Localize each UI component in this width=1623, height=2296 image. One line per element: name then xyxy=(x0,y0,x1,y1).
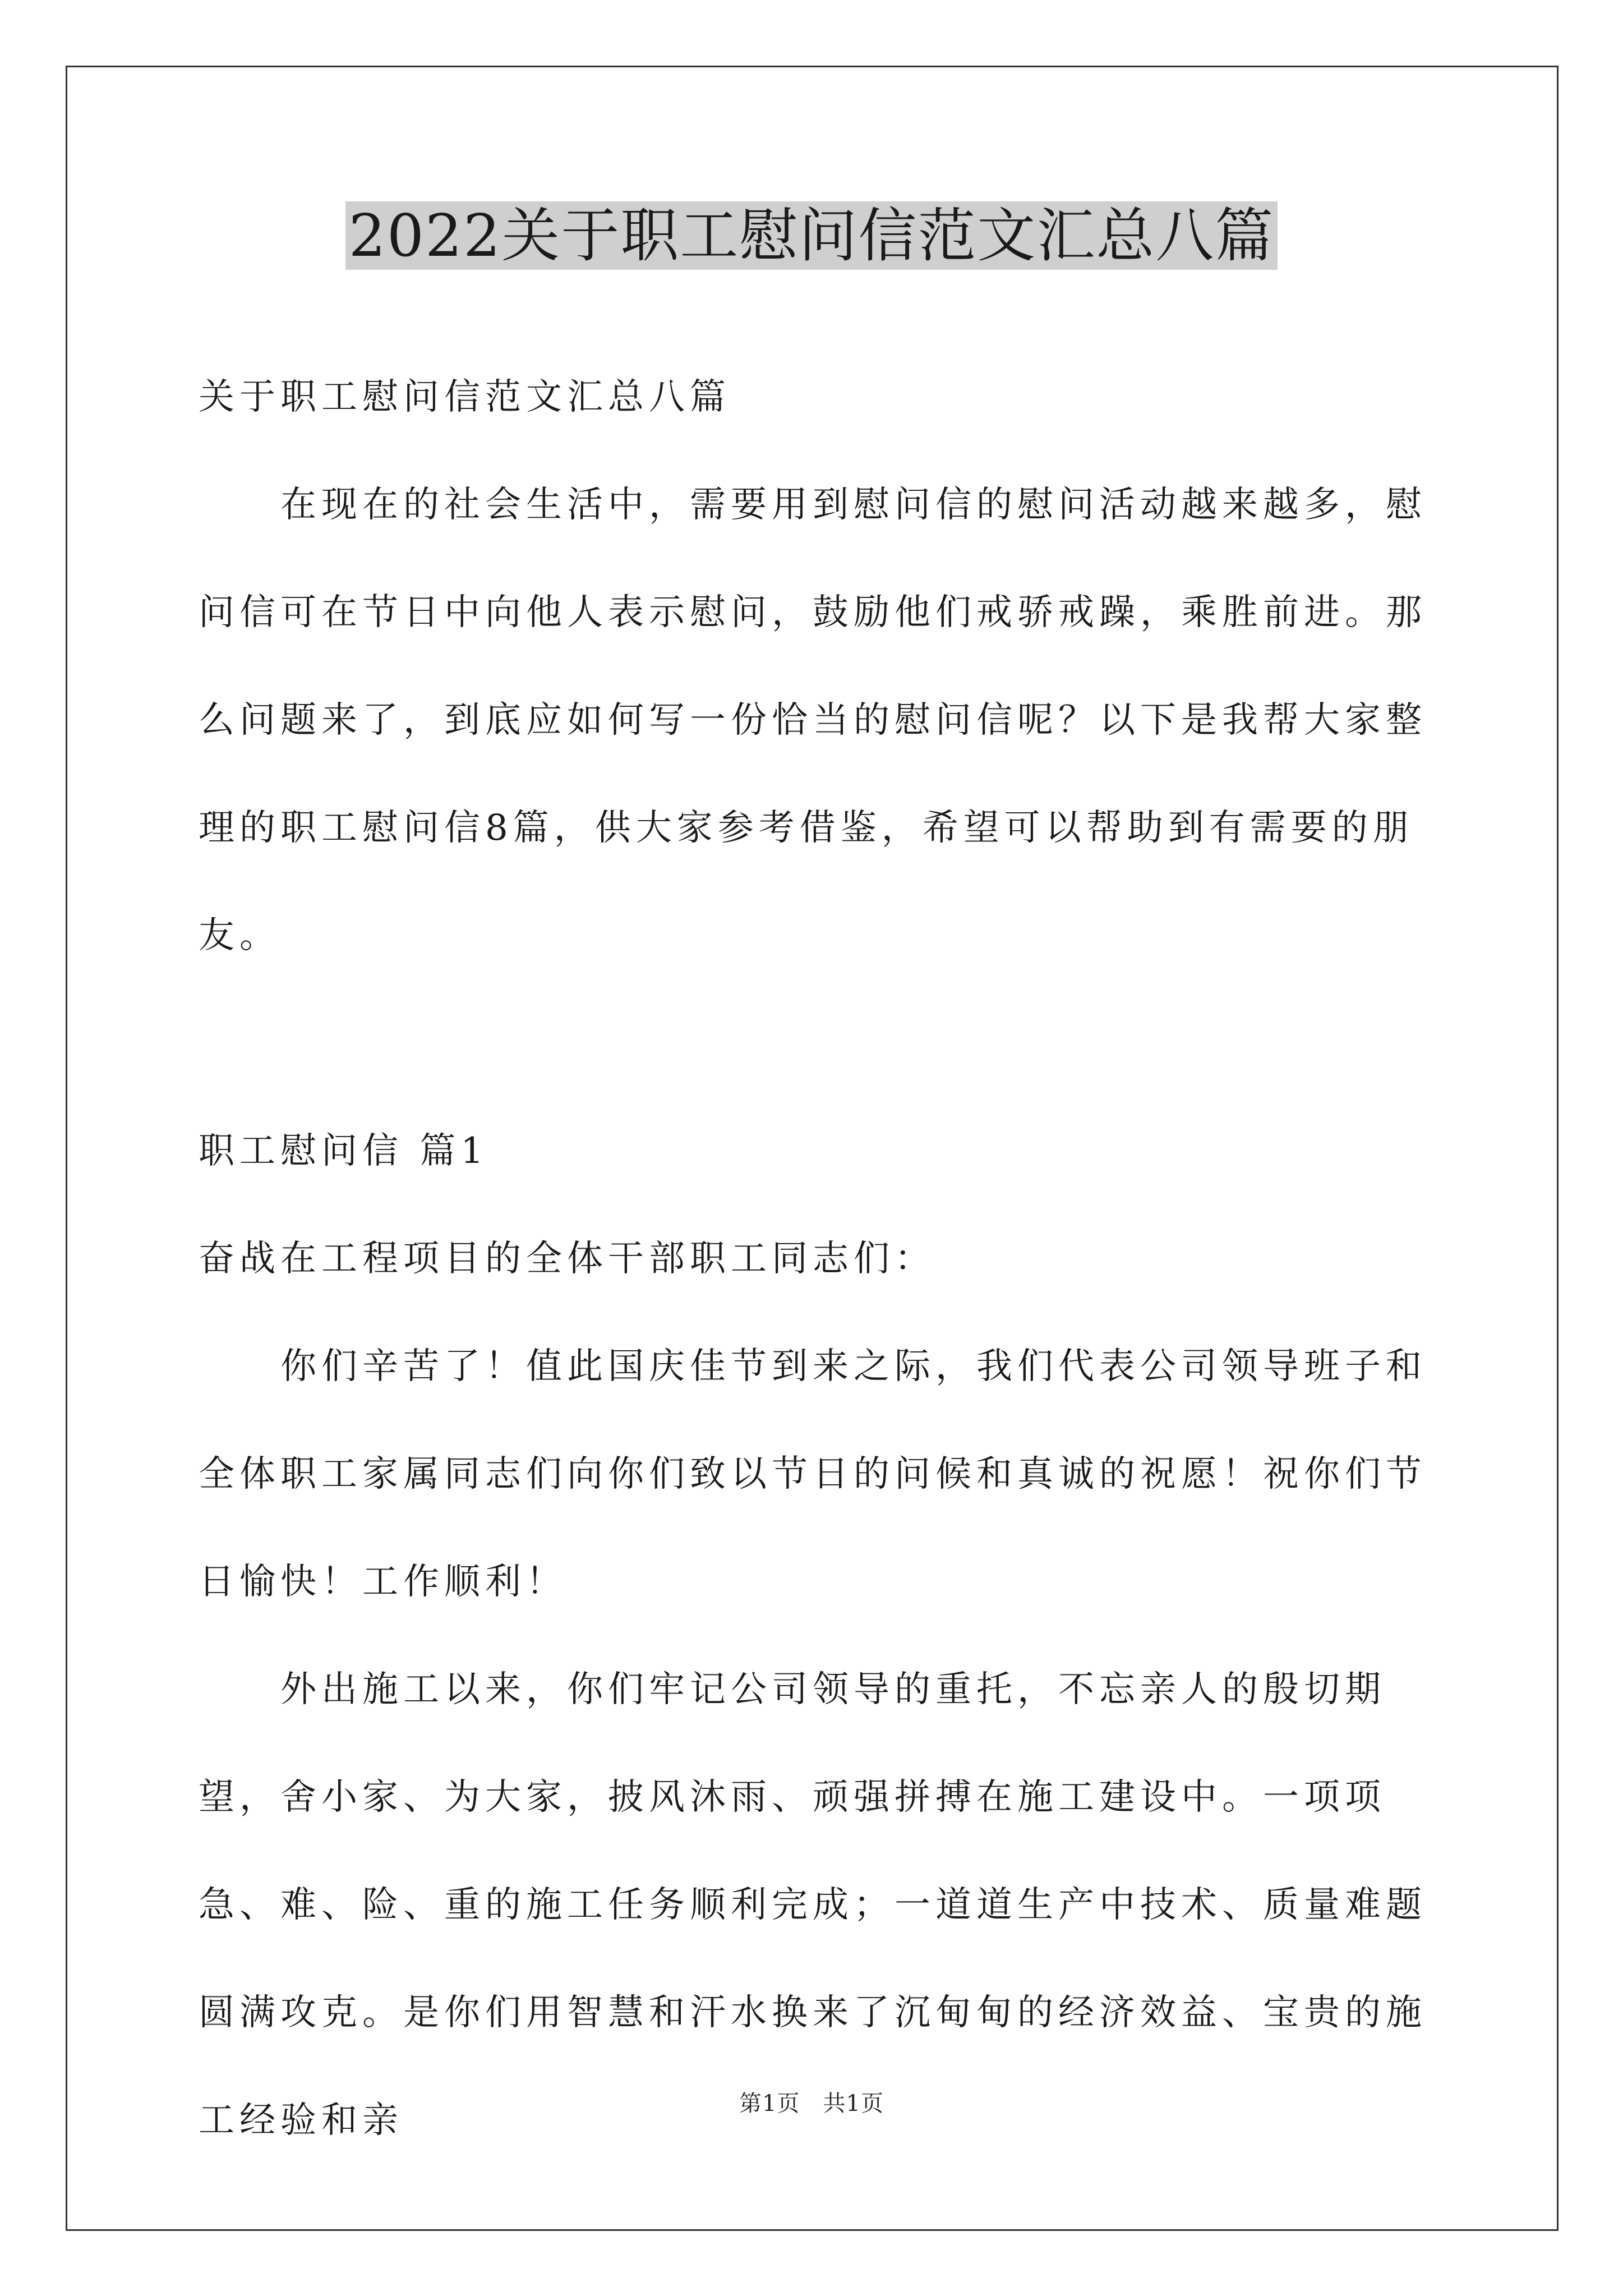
section-heading: 职工慰问信 篇1 xyxy=(199,1130,489,1172)
title-text: 2022关于职工慰问信范文汇总八篇 xyxy=(345,201,1278,270)
document-body xyxy=(199,343,1455,2174)
paragraph-1: 你们辛苦了！值此国庆佳节到来之际，我们代表公司领导班子和全体职工家属同志们向你们致以节日的问候和真诚的祝愿！祝你们节日愉快！工作顺利！ xyxy=(199,1346,1427,1603)
intro-paragraph: 在现在的社会生活中，需要用到慰问信的慰问活动越来越多，慰问信可在节日中向他人表示慰问，鼓励他们戒骄戒躁，乘胜前进。那么问题来了，到底应如何写一份恰当的慰问信呢？以下是我帮大家整理的职工慰问信8篇，供大家参考借鉴，希望可以帮助到有需要的朋友。 xyxy=(199,484,1427,956)
paragraph-2: 外出施工以来，你们牢记公司领导的重托，不忘亲人的殷切期望，舍小家、为大家，披风沐雨、顽强拼搏在施工建设中。一项项急、难、险、重的施工任务顺利完成；一道道生产中技术、质量难题圆满攻克。是你们用智慧和汗水换来了沉甸甸的经济效益、宝贵的施工经验和亲 xyxy=(199,1669,1427,2141)
document-title xyxy=(0,196,1623,275)
subtitle: 关于职工慰问信范文汇总八篇 xyxy=(199,376,731,418)
page-footer: 第1页 共1页 xyxy=(739,2091,884,2116)
salutation: 奋战在工程项目的全体干部职工同志们： xyxy=(199,1238,935,1280)
